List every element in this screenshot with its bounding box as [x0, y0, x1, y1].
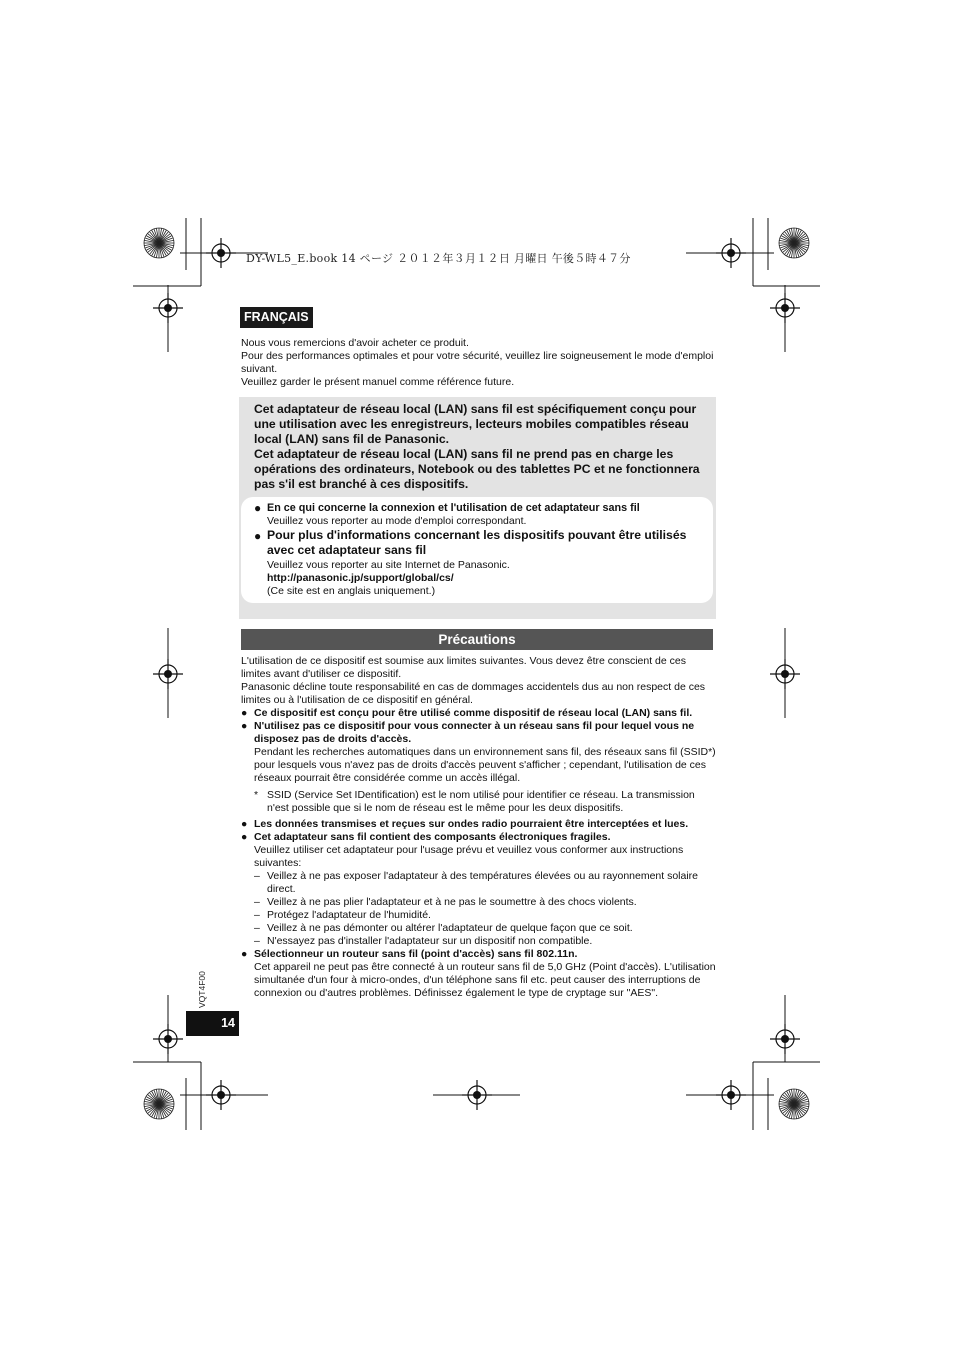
- precaution-item: [241, 818, 716, 831]
- rosette-ray: [794, 1104, 802, 1117]
- rosette-ray: [794, 232, 804, 244]
- rosette-ray: [780, 238, 794, 243]
- rosette-ray: [148, 233, 160, 243]
- intro-line: Veuillez garder le présent manuel comme référence future.: [241, 376, 515, 388]
- bullet-icon: ●: [254, 501, 262, 515]
- rosette-ray: [148, 1094, 160, 1104]
- notice-paragraph: Cet adaptateur de réseau local (LAN) sans fil ne prend pas en charge les opérations des ordinateurs, Notebook ou des tablettes PC et ne fonctionnera pas s'il est branché à ces dispositifs.: [254, 447, 700, 491]
- dash-icon: –: [254, 909, 260, 921]
- rosette-ray: [794, 228, 797, 243]
- rosette-ray: [159, 229, 164, 243]
- rosette-ray: [146, 1104, 159, 1112]
- bullet-icon: ●: [241, 720, 248, 732]
- precautions-heading: Précautions: [241, 629, 713, 650]
- rosette-ray: [794, 1089, 797, 1104]
- rosette-ray: [159, 240, 174, 243]
- rosette-ray: [787, 230, 795, 243]
- rosette-ray: [149, 243, 159, 255]
- rosette-ray: [159, 1104, 171, 1114]
- print-header-line: DY-WL5_E.book 14 ページ ２０１２年３月１２日 月曜日 午後５時４７分: [246, 252, 631, 265]
- rosette-ray: [794, 243, 804, 255]
- dash-item: [241, 870, 716, 896]
- precaution-item: [241, 707, 716, 720]
- precaution-item: [241, 948, 716, 1000]
- rosette-ray: [159, 1094, 171, 1104]
- rosette-ray: [159, 243, 169, 255]
- rosette-ray: [789, 229, 794, 243]
- rosette-ray: [159, 1104, 172, 1112]
- rosette-ray: [159, 1101, 174, 1104]
- rosette-ray: [148, 243, 160, 253]
- rosette-ray: [794, 243, 808, 248]
- rosette-ray: [154, 1090, 159, 1104]
- rosette-ray: [159, 1104, 169, 1116]
- rosette-ray: [145, 1104, 159, 1109]
- precaution-title: Les données transmises et reçues sur ondes radio pourraient être interceptées et lues.: [254, 818, 689, 830]
- notice-item-text: (Ce site est en anglais uniquement.): [267, 585, 436, 597]
- notice-item-body: [254, 559, 712, 598]
- rosette-ray: [794, 243, 806, 253]
- bullet-icon: ●: [254, 529, 262, 543]
- rosette-ray: [159, 233, 171, 243]
- rosette-ray: [146, 243, 159, 251]
- notice-bold-text: [254, 402, 706, 492]
- rosette-ray: [780, 1099, 794, 1104]
- rosette-ray: [159, 1089, 162, 1104]
- registration-rosette: [144, 1089, 174, 1119]
- dash-text: Protégez l'adaptateur de l'humidité.: [267, 909, 431, 921]
- rosette-ray: [794, 1104, 804, 1116]
- rosette-ray: [794, 243, 809, 246]
- rosette-ray: [794, 243, 799, 257]
- rosette-ray: [794, 230, 802, 243]
- dash-icon: –: [254, 896, 260, 908]
- notice-item-body: Veuillez vous reporter au mode d'emploi correspondant.: [267, 515, 527, 527]
- precautions-intro: Panasonic décline toute responsabilité en cas de dommages accidentels dus au non respect de ces limites ou à l'utilisation de ce dispositif en général.: [241, 681, 706, 706]
- rosette-ray: [779, 1104, 794, 1107]
- rosette-ray: [794, 1090, 799, 1104]
- rosette-ray: [159, 228, 162, 243]
- intro-text: [241, 337, 716, 389]
- precaution-title: N'utilisez pas ce dispositif pour vous connecter à un réseau sans fil pour lequel vous ne disposez pas de droits d'accès.: [254, 720, 695, 745]
- rosette-ray: [791, 1089, 794, 1104]
- rosette-ray: [159, 1097, 172, 1105]
- intro-line: Pour des performances optimales et pour votre sécurité, veuillez lire soigneusement le mode d'emploi suivant.: [241, 350, 714, 375]
- rosette-ray: [149, 1104, 159, 1116]
- dash-text: Veillez à ne pas plier l'adaptateur et à ne pas le soumettre à des chocs violents.: [267, 896, 637, 908]
- rosette-ray: [794, 1104, 797, 1119]
- rosette-ray: [159, 243, 173, 248]
- rosette-ray: [145, 243, 159, 248]
- rosette-ray: [159, 238, 173, 243]
- rosette-ray: [784, 1104, 794, 1116]
- rosette-ray: [159, 243, 172, 251]
- rosette-ray: [783, 233, 795, 243]
- dash-item: [241, 896, 716, 909]
- dash-item: [241, 909, 716, 922]
- ssid-footnote: [241, 789, 716, 815]
- rosette-ray: [791, 243, 794, 258]
- rosette-ray: [794, 229, 799, 243]
- rosette-ray: [159, 243, 164, 257]
- rosette-ray: [794, 243, 797, 258]
- precautions-text: [241, 655, 716, 1000]
- document-code: VQT4F00: [197, 971, 207, 1008]
- rosette-ray: [144, 240, 159, 243]
- rosette-ray: [159, 1099, 173, 1104]
- registration-rosette: [779, 228, 809, 258]
- rosette-ray: [783, 243, 795, 253]
- precaution-item: [241, 831, 716, 870]
- rosette-ray: [159, 1104, 167, 1117]
- rosette-ray: [787, 243, 795, 256]
- precaution-title: Cet adaptateur sans fil contient des composants électroniques fragiles.: [254, 831, 611, 843]
- notice-item-title: Pour plus d'informations concernant les dispositifs pouvant être utilisés avec cet adaptateur sans fil: [267, 528, 687, 557]
- rosette-ray: [159, 1104, 164, 1118]
- rosette-ray: [781, 1097, 794, 1105]
- rosette-ray: [156, 243, 159, 258]
- dash-text: Veillez à ne pas exposer l'adaptateur à des températures élevées ou au rayonnement solaire direct.: [267, 870, 699, 895]
- rosette-ray: [794, 1093, 804, 1105]
- rosette-ray: [794, 1104, 808, 1109]
- bullet-icon: ●: [241, 948, 248, 960]
- rosette-ray: [149, 1093, 159, 1105]
- rosette-ray: [791, 228, 794, 243]
- rosette-ray: [791, 1104, 794, 1119]
- rosette-ray: [144, 243, 159, 246]
- registration-rosette: [144, 228, 174, 258]
- rosette-ray: [146, 236, 159, 244]
- precaution-title: Sélectionneur un routeur sans fil (point d'accès) sans fil 802.11n.: [254, 948, 578, 960]
- rosette-ray: [794, 1091, 802, 1104]
- dash-text: N'essayez pas d'installer l'adaptateur sur un dispositif non compatible.: [267, 935, 593, 947]
- dash-item: [241, 922, 716, 935]
- rosette-ray: [159, 230, 167, 243]
- rosette-ray: [156, 1104, 159, 1119]
- rosette-ray: [789, 1090, 794, 1104]
- page-number: 14: [186, 1011, 239, 1036]
- rosette-ray: [794, 1101, 809, 1104]
- rosette-ray: [159, 243, 171, 253]
- rosette-ray: [794, 243, 802, 256]
- notice-item-connection: [254, 501, 712, 528]
- rosette-ray: [780, 1104, 794, 1109]
- rosette-ray: [794, 240, 809, 243]
- rosette-ray: [148, 1104, 160, 1114]
- rosette-ray: [781, 1104, 794, 1112]
- rosette-ray: [159, 1104, 173, 1109]
- rosette-ray: [780, 243, 794, 248]
- rosette-ray: [779, 1101, 794, 1104]
- bullet-icon: ●: [241, 818, 248, 830]
- rosette-ray: [159, 1090, 164, 1104]
- rosette-ray: [152, 1104, 160, 1117]
- support-url-link[interactable]: http://panasonic.jp/support/global/cs/: [267, 572, 454, 584]
- rosette-ray: [784, 232, 794, 244]
- precaution-body: Veuillez utiliser cet adaptateur pour l'usage prévu et veuillez vous conformer aux instructions suivantes:: [254, 844, 684, 869]
- precaution-body: Pendant les recherches automatiques dans un environnement sans fil, des réseaux sans fil (SSID*) pour lesquels vous n'avez pas de droits d'accès peuvent s'afficher ; cependant, l'utilisation de ces réseaux pourrait être considérée comme un accès illégal.: [254, 746, 716, 784]
- rosette-ray: [787, 1091, 795, 1104]
- rosette-ray: [159, 1104, 174, 1107]
- rosette-ray: [145, 1099, 159, 1104]
- rosette-ray: [152, 230, 160, 243]
- intro-line: Nous vous remercions d'avoir acheter ce produit.: [241, 337, 469, 349]
- rosette-ray: [784, 243, 794, 255]
- rosette-ray: [154, 1104, 159, 1118]
- registration-rosette: [779, 1089, 809, 1119]
- rosette-ray: [781, 243, 794, 251]
- rosette-ray: [156, 1089, 159, 1104]
- rosette-ray: [154, 243, 159, 257]
- footnote-text: SSID (Service Set IDentification) est le nom utilisé pour identifier ce réseau. La transmission n'est possible que si le nom de réseau est le même pour les deux dispositifs.: [267, 789, 695, 814]
- notice-item-title: En ce qui concerne la connexion et l'utilisation de cet adaptateur sans fil: [267, 502, 640, 514]
- rosette-ray: [794, 1099, 808, 1104]
- dash-icon: –: [254, 870, 260, 882]
- bullet-icon: ●: [241, 831, 248, 843]
- dash-icon: –: [254, 922, 260, 934]
- rosette-ray: [144, 1101, 159, 1104]
- precaution-item: [241, 720, 716, 785]
- rosette-ray: [787, 1104, 795, 1117]
- rosette-ray: [152, 1091, 160, 1104]
- rosette-ray: [149, 232, 159, 244]
- rosette-ray: [159, 236, 172, 244]
- rosette-ray: [159, 243, 167, 256]
- language-tag: FRANÇAIS: [240, 307, 313, 328]
- notice-paragraph: Cet adaptateur de réseau local (LAN) sans fil est spécifiquement conçu pour une utilisation avec les enregistreurs, lecteurs mobiles compatibles réseau local (LAN) sans fil de Panasonic.: [254, 402, 697, 446]
- asterisk-icon: *: [254, 789, 259, 801]
- rosette-ray: [794, 236, 807, 244]
- rosette-ray: [779, 240, 794, 243]
- rosette-ray: [794, 1104, 806, 1114]
- rosette-ray: [779, 243, 794, 246]
- notice-item-devices: [254, 528, 712, 598]
- rosette-ray: [794, 238, 808, 243]
- rosette-ray: [794, 243, 807, 251]
- rosette-ray: [794, 1104, 809, 1107]
- rosette-ray: [789, 1104, 794, 1118]
- rosette-ray: [159, 232, 169, 244]
- rosette-ray: [794, 1097, 807, 1105]
- rosette-ray: [159, 243, 174, 246]
- rosette-ray: [156, 228, 159, 243]
- rosette-ray: [159, 243, 162, 258]
- rosette-ray: [152, 243, 160, 256]
- notice-item-text: Veuillez vous reporter au site Internet de Panasonic.: [267, 559, 510, 571]
- rosette-ray: [159, 1093, 169, 1105]
- rosette-ray: [783, 1104, 795, 1114]
- rosette-ray: [781, 236, 794, 244]
- rosette-ray: [154, 229, 159, 243]
- rosette-ray: [784, 1093, 794, 1105]
- rosette-ray: [783, 1094, 795, 1104]
- rosette-ray: [794, 1104, 799, 1118]
- rosette-ray: [794, 233, 806, 243]
- dash-icon: –: [254, 935, 260, 947]
- rosette-ray: [146, 1097, 159, 1105]
- precaution-title: Ce dispositif est conçu pour être utilisé comme dispositif de réseau local (LAN) sans fil.: [254, 707, 693, 719]
- precautions-intro: L'utilisation de ce dispositif est soumise aux limites suivantes. Vous devez être conscient de ces limites avant d'utiliser ce dispositif.: [241, 655, 686, 680]
- precaution-body: Cet appareil ne peut pas être connecté à un routeur sans fil de 5,0 GHz (Point d'accès). L'utilisation simultanée d'un four à micro-ondes, d'un téléphone sans fil etc. peut causer des interruptions de connexion ou d'autres problèmes. Définissez également le type de cryptage sur "AES".: [254, 961, 716, 999]
- dash-text: Veillez à ne pas démonter ou altérer l'adaptateur de quelque façon que ce soit.: [267, 922, 633, 934]
- rosette-ray: [144, 1104, 159, 1107]
- rosette-ray: [159, 1104, 162, 1119]
- rosette-ray: [794, 1104, 807, 1112]
- rosette-ray: [145, 238, 159, 243]
- rosette-ray: [794, 1094, 806, 1104]
- rosette-ray: [789, 243, 794, 257]
- rosette-ray: [159, 1091, 167, 1104]
- bullet-icon: ●: [241, 707, 248, 719]
- dash-item: [241, 935, 716, 948]
